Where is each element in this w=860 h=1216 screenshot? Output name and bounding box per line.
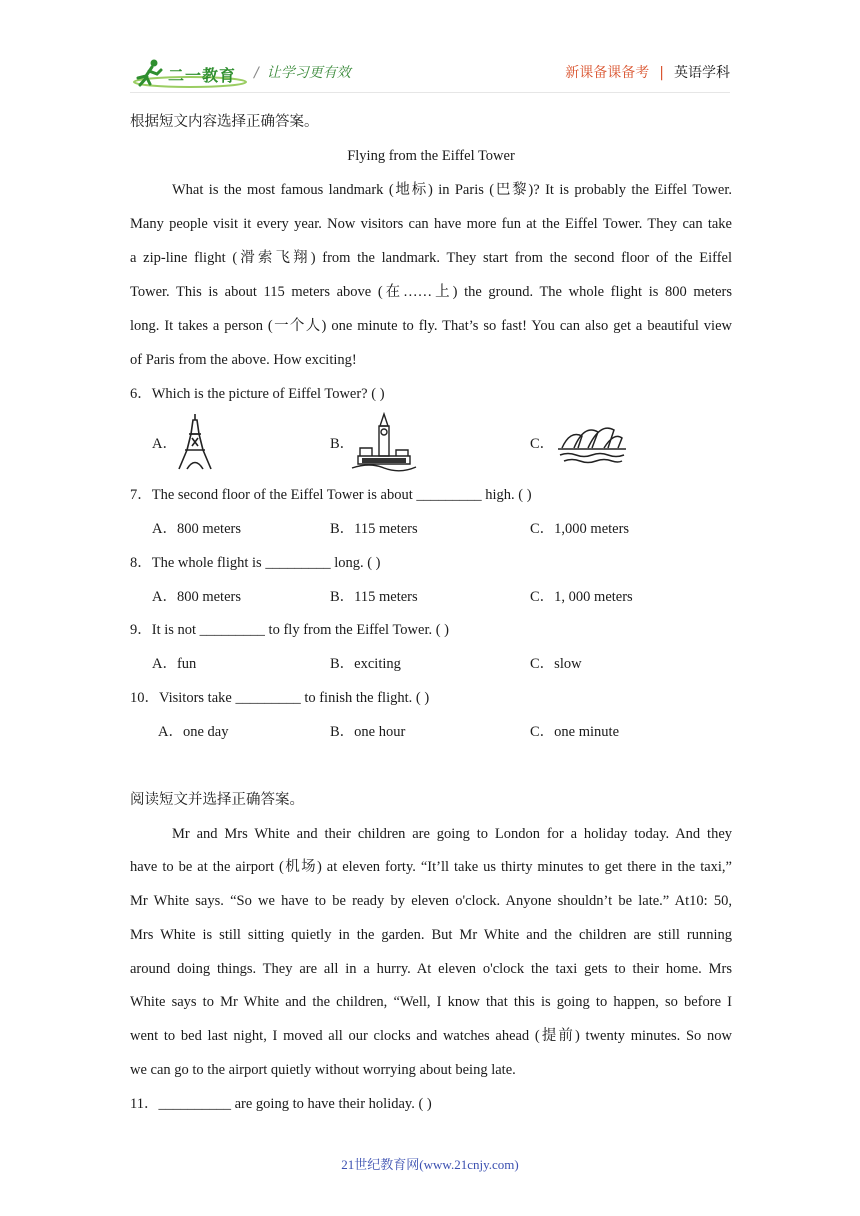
option-6a-label: A．: [152, 436, 177, 452]
option-8a: A．800 meters: [152, 589, 241, 605]
header-slogan: / 让学习更有效: [254, 65, 351, 81]
header-right: [565, 62, 730, 82]
big-ben-icon: [350, 412, 418, 472]
passage1-line: Many people visit it every year. Now visitors can have more fun at the Eiffel Tower. They can take: [130, 216, 732, 232]
option-9b: B．exciting: [330, 656, 401, 672]
option-10c: C．one minute: [530, 724, 620, 740]
option-6b-label: B．: [330, 436, 355, 452]
passage1-line: What is the most famous landmark (地标) in Paris (巴黎)? It is probably the Eiffel Tower.: [172, 182, 732, 198]
page-header: [130, 56, 730, 90]
option-7b: B．115 meters: [330, 521, 418, 537]
passage1-line: long. It takes a person (一个人) one minute to fly. That’s so fast! You can also get a beautiful view: [130, 318, 732, 334]
section1-instruction: 根据短文内容选择正确答案。: [130, 114, 319, 130]
header-subject-label: 英语学科: [674, 65, 730, 81]
question-9-stem: 9．It is not _________ to fly from the Eiffel Tower. ( ): [130, 622, 450, 638]
option-8b: B．115 meters: [330, 589, 418, 605]
passage1-line: of Paris from the above. How exciting!: [130, 352, 357, 368]
question-11-stem: 11．__________ are going to have their holiday. ( ): [130, 1096, 432, 1112]
option-6c-label: C．: [530, 436, 555, 452]
sydney-opera-house-icon: [556, 418, 628, 466]
passage2-line: Mrs White is still sitting quietly in the garden. But Mr White and the children are still running: [130, 927, 732, 943]
option-10a: A．one day: [158, 724, 229, 740]
header-separator: |: [659, 65, 664, 81]
passage1-line: a zip-line flight (滑索飞翔) from the landmark. They start from the second floor of the Eiffel: [130, 250, 732, 266]
header-divider: [130, 92, 730, 93]
option-10b: B．one hour: [330, 724, 406, 740]
passage2-line: we can go to the airport quietly without worrying about being late.: [130, 1062, 516, 1078]
passage2-line: around doing things. They are all in a hurry. At eleven o'clock the taxi gets to their home. Mrs: [130, 961, 732, 977]
question-7-stem: 7．The second floor of the Eiffel Tower is about _________ high. ( ): [130, 487, 532, 503]
passage2-line: White says to Mr White and the children, “Well, I know that this is going to happen, so before I: [130, 994, 732, 1010]
option-9c: C．slow: [530, 656, 582, 672]
option-8c: C．1, 000 meters: [530, 589, 633, 605]
passage2-line: Mr White says. “So we have to be ready by eleven o'clock. Anyone shouldn’t be late.” At10: 50,: [130, 893, 732, 909]
page-footer: 21世纪教育网(www.21cnjy.com): [341, 1157, 519, 1172]
passage1-title: Flying from the Eiffel Tower: [347, 148, 515, 164]
question-8-stem: 8．The whole flight is _________ long. ( ): [130, 555, 381, 571]
option-7a: A．800 meters: [152, 521, 241, 537]
passage2-line: went to bed last night, I moved all our clocks and watches ahead (提前) twenty minutes. So now: [130, 1028, 732, 1044]
question-10-stem: 10．Visitors take _________ to finish the flight. ( ): [130, 690, 430, 706]
option-7c: C．1,000 meters: [530, 521, 630, 537]
header-course-label: 新课备课备考: [565, 65, 650, 81]
passage2-line: Mr and Mrs White and their children are going to London for a holiday today. And they: [172, 826, 732, 842]
logo-text: 二一教育: [168, 66, 237, 85]
eiffel-tower-icon: [176, 414, 214, 470]
passage2-line: have to be at the airport (机场) at eleven forty. “It’ll take us thirty minutes to get there in the taxi,”: [130, 859, 732, 875]
section2-instruction: 阅读短文并选择正确答案。: [130, 792, 304, 808]
passage1-line: Tower. This is about 115 meters above (在……上) the ground. The whole flight is 800 meters: [130, 284, 732, 300]
option-9a: A．fun: [152, 656, 197, 672]
question-6-stem: 6．Which is the picture of Eiffel Tower? ( ): [130, 386, 385, 402]
